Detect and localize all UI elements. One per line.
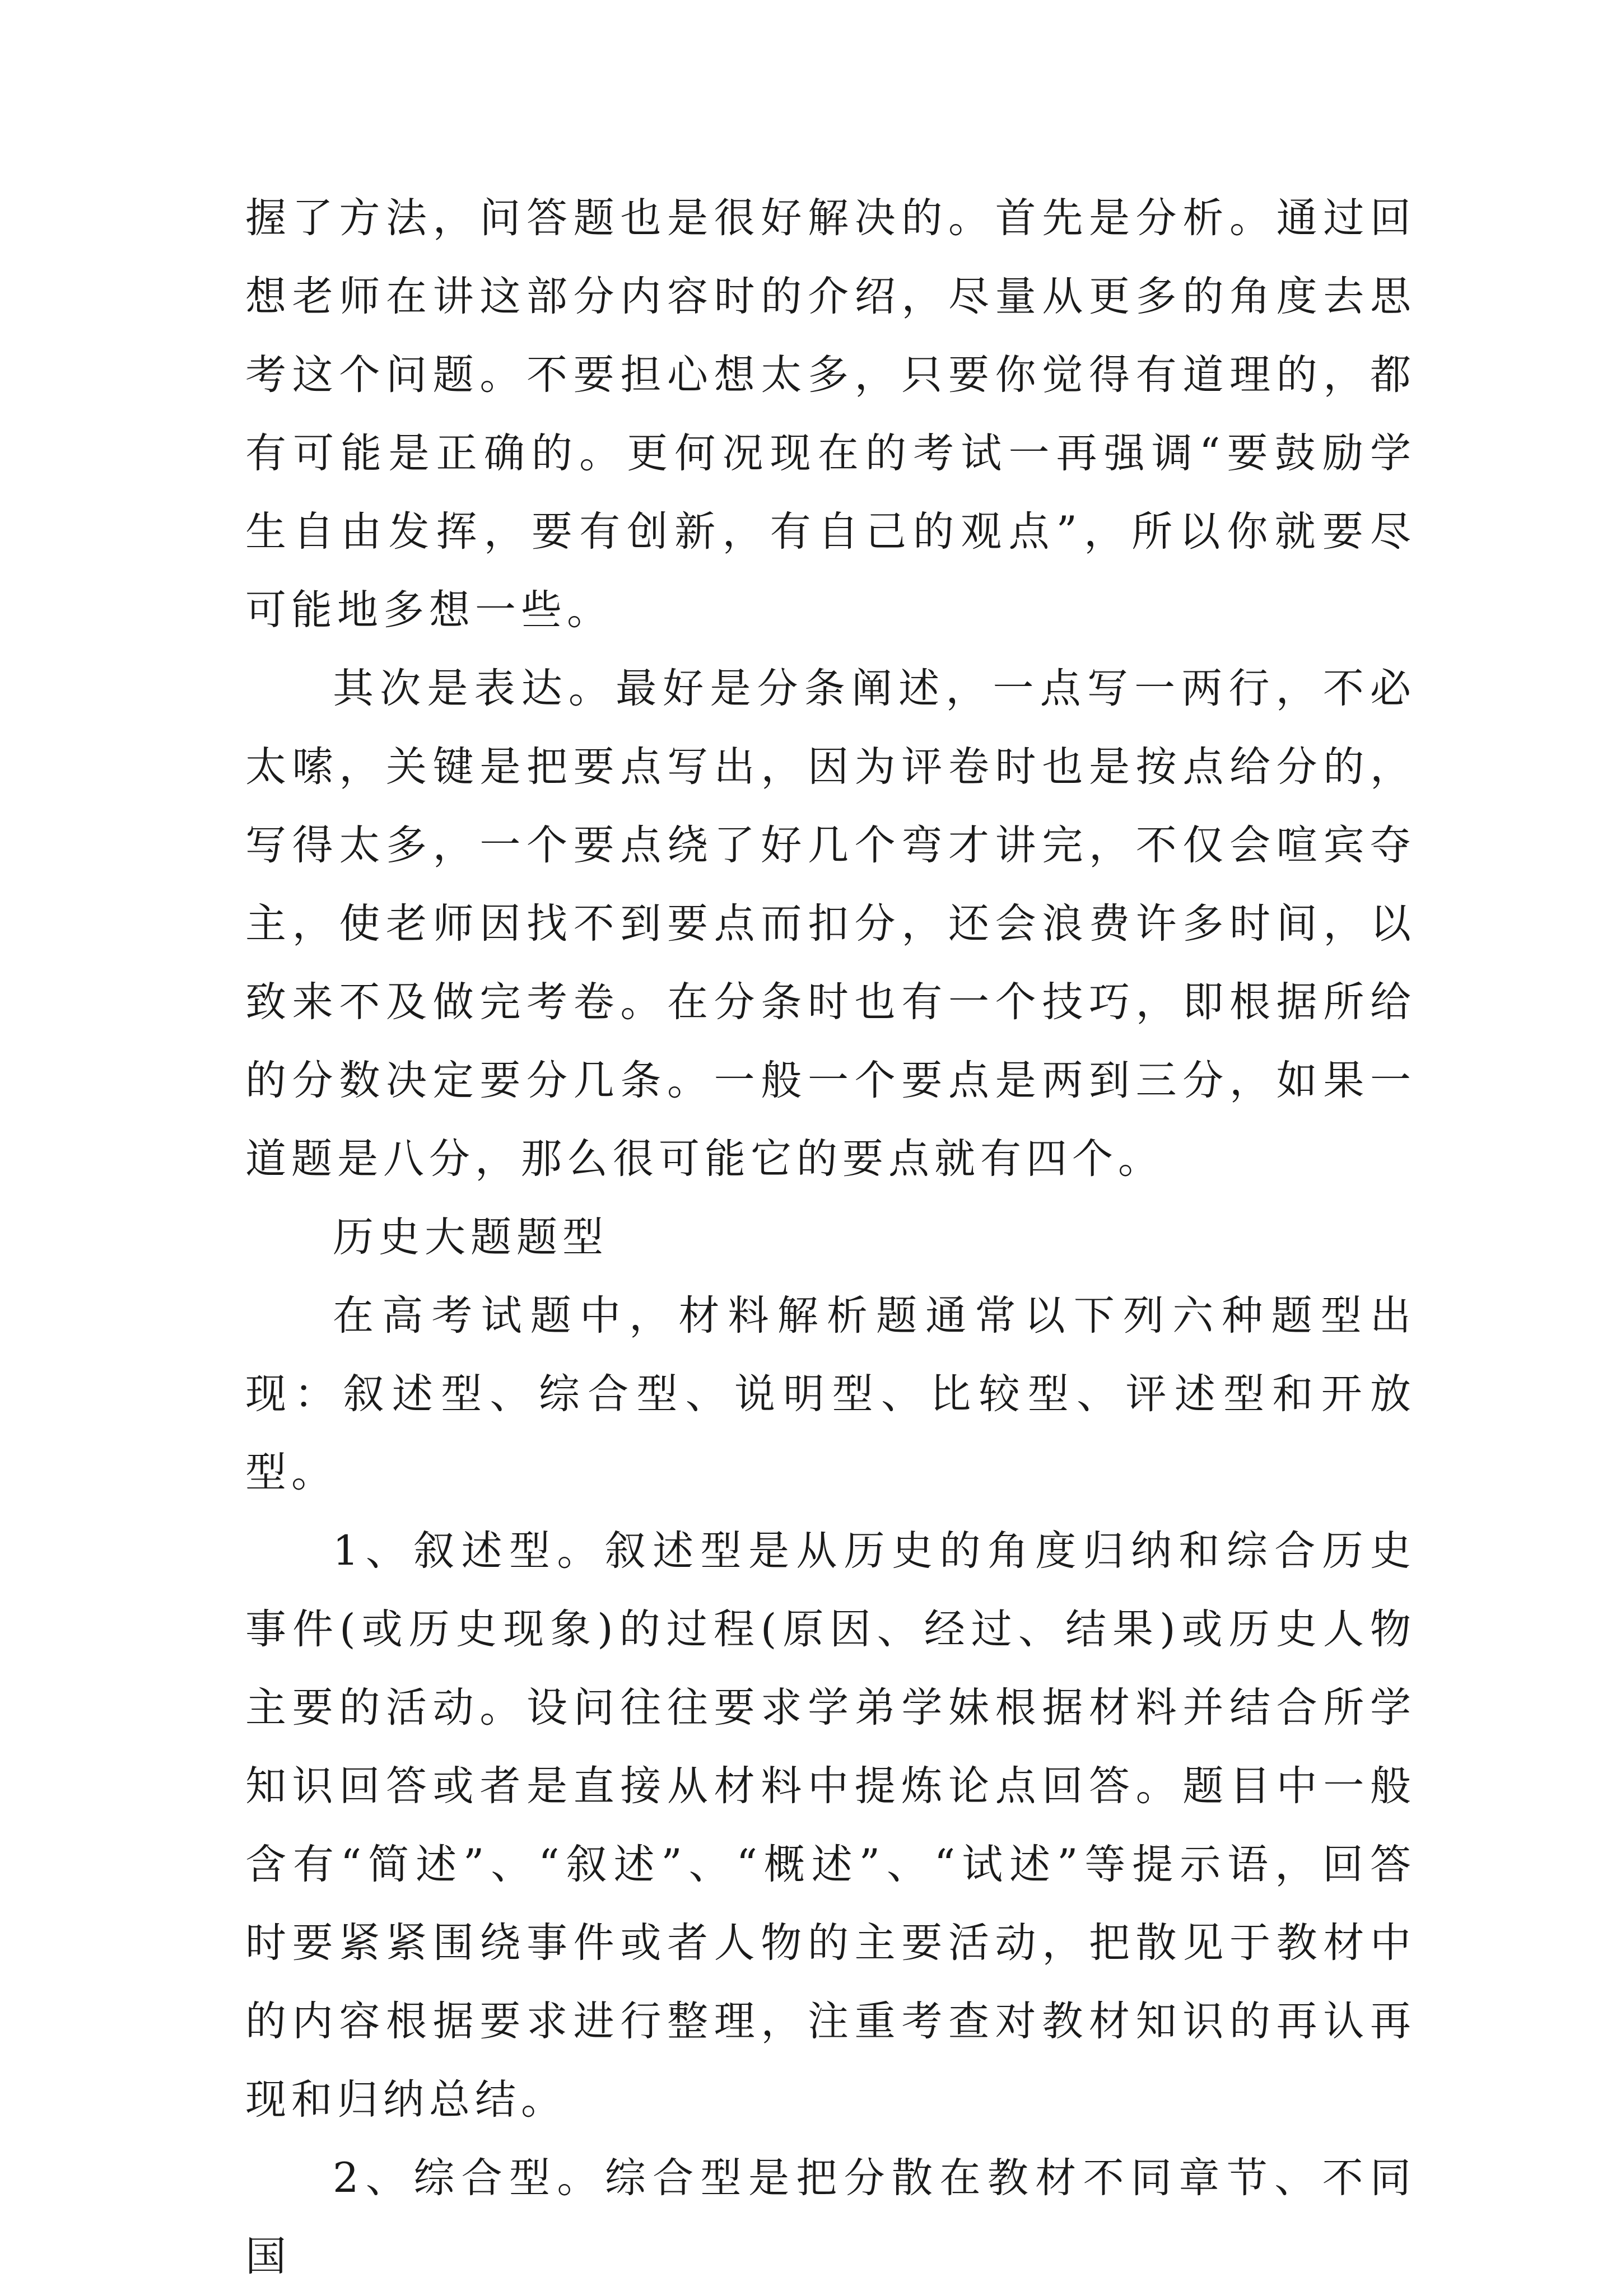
paragraph-continuation: 握了方法，问答题也是很好解决的。首先是分析。通过回想老师在讲这部分内容时的介绍，尽量从更多的角度去思考这个问题。不要担心想太多，只要你觉得有道理的，都有可能是正确的。更何况现在的考试一再强调“要鼓励学生自由发挥，要有创新，有自己的观点”，所以你就要尽可能地多想一些。 bbox=[245, 194, 1416, 634]
paragraph-narrative-type: 1、叙述型。叙述型是从历史的角度归纳和综合历史事件(或历史现象)的过程(原因、经过、结果)或历史人物主要的活动。设问往往要求学弟学妹根据材料并结合所学知识回答或者是直接从材料中提炼论点回答。题目中一般含有“简述”、“叙述”、“概述”、“试述”等提示语，回答时要紧紧围绕事件或者人物的主要活动，把散见于教材中的内容根据要求进行整理，注重考查对教材知识的再认再现和归纳总结。 bbox=[245, 1527, 1416, 2124]
section-heading: 历史大题题型 bbox=[333, 1214, 608, 1261]
paragraph-intro: 在高考试题中，材料解析题通常以下列六种题型出现：叙述型、综合型、说明型、比较型、评述型和开放型。 bbox=[245, 1292, 1416, 1496]
paragraph-expression: 其次是表达。最好是分条阐述，一点写一两行，不必太嗦，关键是把要点写出，因为评卷时也是按点给分的，写得太多，一个要点绕了好几个弯才讲完，不仅会喧宾夺主，使老师因找不到要点而扣分，还会浪费许多时间，以致来不及做完考卷。在分条时也有一个技巧，即根据所给的分数决定要分几条。一般一个要点是两到三分，如果一道题是八分，那么很可能它的要点就有四个。 bbox=[245, 665, 1416, 1183]
paragraph-comprehensive-type: 2、综合型。综合型是把分散在教材不同章节、不同国 bbox=[245, 2154, 1416, 2280]
document-body bbox=[245, 179, 1416, 2296]
